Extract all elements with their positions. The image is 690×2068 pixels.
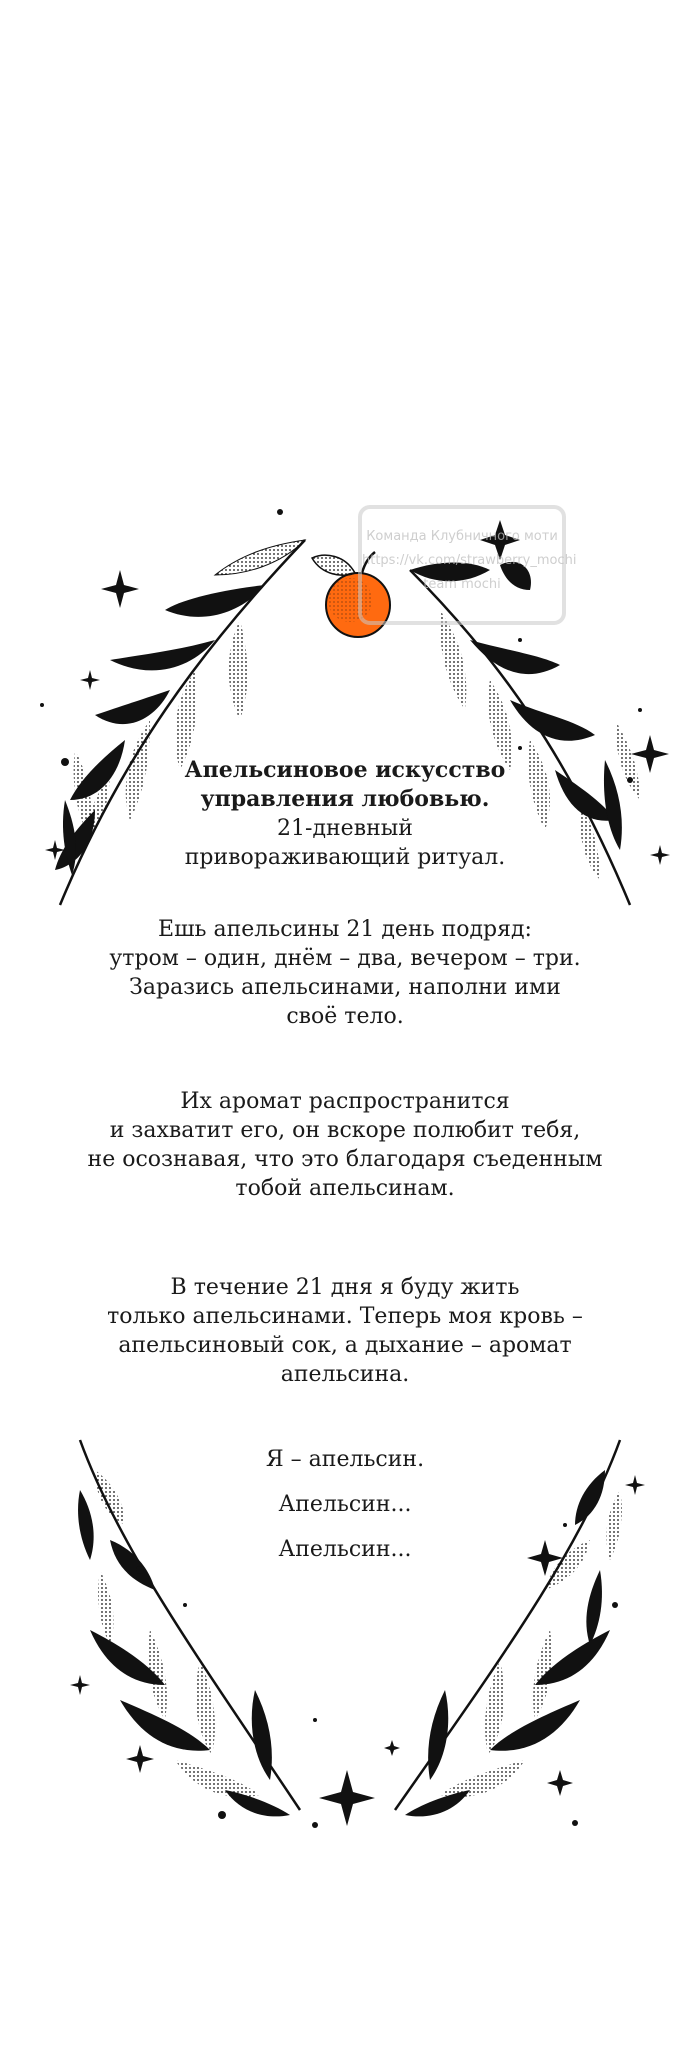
lower-wreath: [0, 1430, 690, 1850]
watermark-line-2: https://vk.com/strawberry_mochi: [362, 553, 577, 568]
paragraph-3: [0, 1273, 690, 1389]
paragraph-line: утром – один, днём – два, вечером – три.: [109, 946, 581, 971]
chant-line-3: Апельсин...: [278, 1537, 412, 1562]
leaf-branch-icon-lower-right: [395, 1440, 622, 1816]
paragraph-line: Заразись апельсинами, наполни ими: [129, 975, 561, 1000]
subtitle-line: привораживающий ритуал.: [184, 845, 506, 870]
paragraph-line: апельсиновый сок, а дыхание – аромат: [118, 1333, 572, 1358]
watermark-line-3: team mochi: [423, 577, 501, 592]
chant-line-1: Я – апельсин.: [265, 1447, 425, 1472]
leaf-branch-icon-lower-left: [78, 1440, 300, 1816]
paragraph-line: Ешь апельсины 21 день подряд:: [158, 917, 532, 942]
paragraph-line: и захватит его, он вскоре полюбит тебя,: [109, 1118, 581, 1143]
title-line: управления любовью.: [200, 786, 490, 812]
watermark-line-1: Команда Клубничного моти: [366, 529, 558, 544]
paragraph-line: апельсина.: [280, 1362, 410, 1387]
paragraph-line: только апельсинами. Теперь моя кровь –: [107, 1304, 583, 1329]
paragraph-line: тобой апельсинам.: [235, 1176, 455, 1201]
paragraph-line: В течение 21 дня я буду жить: [170, 1275, 520, 1300]
paragraph-line: Их аромат распространится: [180, 1089, 510, 1114]
chant-line-2: Апельсин...: [278, 1492, 412, 1517]
ritual-title: [0, 756, 690, 872]
paragraph-1: [0, 915, 690, 1031]
paragraph-line: своё тело.: [286, 1004, 404, 1029]
paragraph-2: [0, 1087, 690, 1203]
paragraph-line: не осознавая, что это благодаря съеденным: [87, 1147, 603, 1172]
subtitle-line: 21-дневный: [277, 816, 413, 841]
watermark: [358, 505, 577, 625]
title-line: Апельсиновое искусство: [184, 757, 506, 783]
